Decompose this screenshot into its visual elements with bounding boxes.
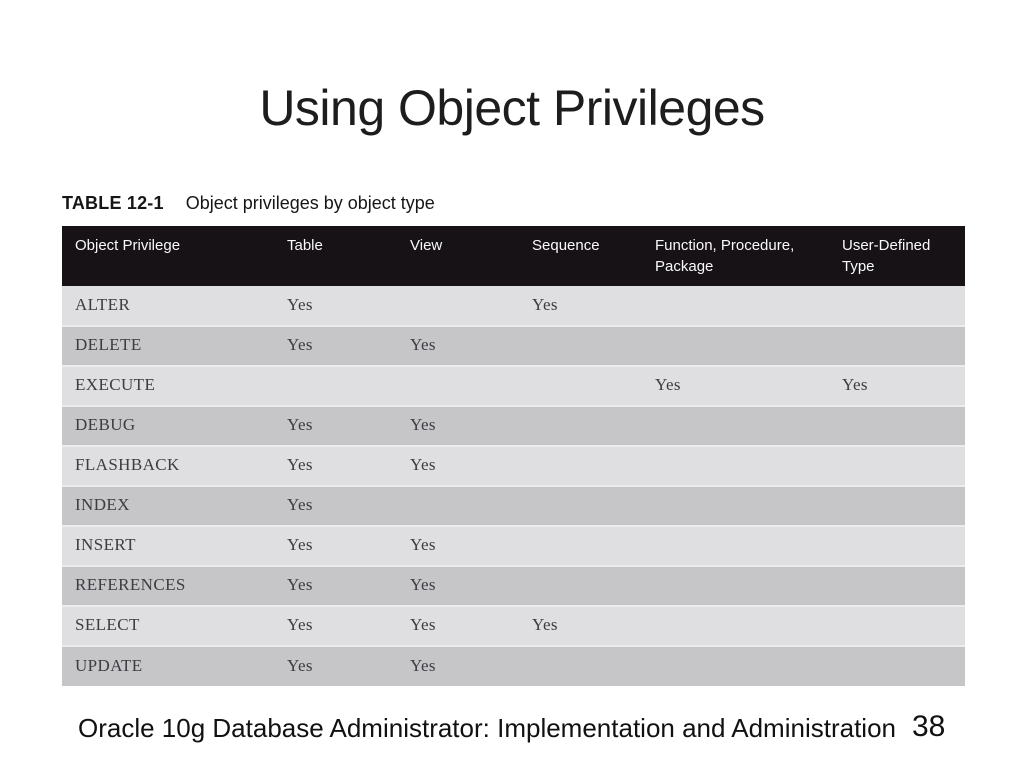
- table-row-flashback: [62, 446, 965, 486]
- function-cell: [642, 566, 829, 606]
- udt-cell: Yes: [829, 366, 965, 406]
- table-row-select: [62, 606, 965, 646]
- sequence-cell: [519, 526, 642, 566]
- function-cell: [642, 326, 829, 366]
- udt-cell: [829, 606, 965, 646]
- table-cell: Yes: [274, 526, 397, 566]
- udt-cell: [829, 566, 965, 606]
- view-cell: Yes: [397, 606, 519, 646]
- table-header-row: [62, 226, 965, 286]
- privilege-cell: FLASHBACK: [62, 446, 274, 486]
- table-caption: [62, 193, 435, 214]
- table-cell: Yes: [274, 646, 397, 686]
- sequence-cell: [519, 446, 642, 486]
- function-cell: [642, 646, 829, 686]
- function-cell: [642, 446, 829, 486]
- view-cell: [397, 286, 519, 326]
- table-caption-text: Object privileges by object type: [185, 193, 435, 213]
- column-header-user-defined-type: User-Defined Type: [829, 226, 965, 286]
- view-cell: Yes: [397, 406, 519, 446]
- sequence-cell: [519, 326, 642, 366]
- udt-cell: [829, 286, 965, 326]
- footer-text: Oracle 10g Database Administrator: Implementation and Administration: [78, 713, 896, 743]
- view-cell: Yes: [397, 646, 519, 686]
- privilege-cell: EXECUTE: [62, 366, 274, 406]
- udt-cell: [829, 326, 965, 366]
- slide-title: Using Object Privileges: [259, 80, 765, 136]
- object-privileges-table: [62, 226, 965, 686]
- table-cell: [274, 366, 397, 406]
- view-cell: Yes: [397, 526, 519, 566]
- table-cell: Yes: [274, 566, 397, 606]
- column-header-view: View: [397, 226, 519, 286]
- udt-cell: [829, 486, 965, 526]
- privilege-cell: SELECT: [62, 606, 274, 646]
- table-row-delete: [62, 326, 965, 366]
- sequence-cell: [519, 486, 642, 526]
- table-cell: Yes: [274, 606, 397, 646]
- privilege-cell: ALTER: [62, 286, 274, 326]
- sequence-cell: Yes: [519, 286, 642, 326]
- function-cell: [642, 606, 829, 646]
- function-cell: Yes: [642, 366, 829, 406]
- privilege-cell: INDEX: [62, 486, 274, 526]
- function-cell: [642, 286, 829, 326]
- sequence-cell: [519, 366, 642, 406]
- sequence-cell: [519, 406, 642, 446]
- view-cell: [397, 486, 519, 526]
- table-row-alter: [62, 286, 965, 326]
- column-header-object-privilege: Object Privilege: [62, 226, 274, 286]
- udt-cell: [829, 446, 965, 486]
- table-row-references: [62, 566, 965, 606]
- function-cell: [642, 406, 829, 446]
- udt-cell: [829, 526, 965, 566]
- column-header-table: Table: [274, 226, 397, 286]
- udt-cell: [829, 406, 965, 446]
- privilege-cell: REFERENCES: [62, 566, 274, 606]
- table-cell: Yes: [274, 286, 397, 326]
- table-caption-label: TABLE 12-1: [62, 193, 164, 213]
- table-row-debug: [62, 406, 965, 446]
- table-cell: Yes: [274, 406, 397, 446]
- table-row-index: [62, 486, 965, 526]
- privilege-cell: DELETE: [62, 326, 274, 366]
- table-row-update: [62, 646, 965, 686]
- table-cell: Yes: [274, 486, 397, 526]
- function-cell: [642, 486, 829, 526]
- column-header-function-procedure-package: Function, Procedure, Package: [642, 226, 829, 286]
- table-cell: Yes: [274, 446, 397, 486]
- column-header-sequence: Sequence: [519, 226, 642, 286]
- privilege-cell: DEBUG: [62, 406, 274, 446]
- table-row-insert: [62, 526, 965, 566]
- view-cell: Yes: [397, 446, 519, 486]
- udt-cell: [829, 646, 965, 686]
- page-number: 38: [912, 710, 946, 743]
- sequence-cell: Yes: [519, 606, 642, 646]
- privilege-cell: UPDATE: [62, 646, 274, 686]
- table-cell: Yes: [274, 326, 397, 366]
- privilege-cell: INSERT: [62, 526, 274, 566]
- table-row-execute: [62, 366, 965, 406]
- view-cell: Yes: [397, 326, 519, 366]
- sequence-cell: [519, 566, 642, 606]
- function-cell: [642, 526, 829, 566]
- view-cell: Yes: [397, 566, 519, 606]
- view-cell: [397, 366, 519, 406]
- sequence-cell: [519, 646, 642, 686]
